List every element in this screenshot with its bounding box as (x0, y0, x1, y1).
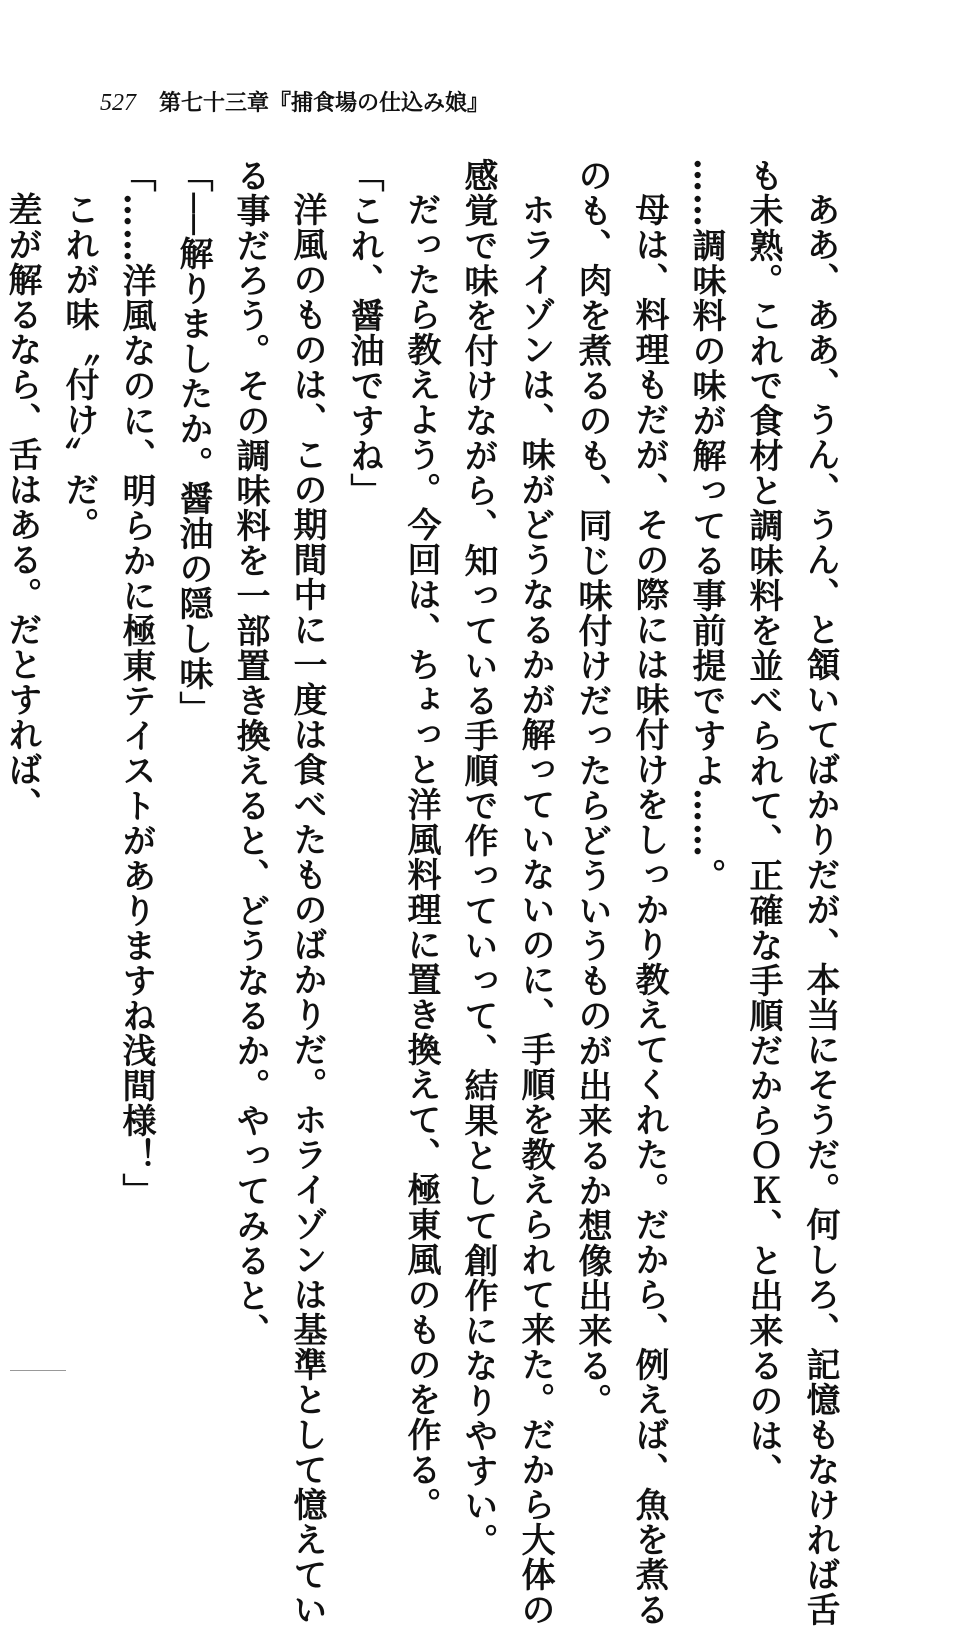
text-line: 「これ、醤油ですね」 (344, 158, 384, 508)
text-line: る事だろう。その調味料を一部置き換えると、どうなるか。やってみると、 (230, 158, 270, 1348)
text-line: 差が解るなら、舌はある。だとすれば、 (2, 192, 42, 822)
vertical-body-text (2, 158, 848, 1627)
text-line: 「……洋風なのに、明らかに極東テイストがありますね浅間様！」 (116, 158, 156, 1208)
text-line: だったら教えよう。今回は、ちょっと洋風料理に置き換えて、極東風のものを作る。 (401, 192, 441, 1522)
page-header (100, 86, 489, 117)
text-line: ホライゾンは、味がどうなるかが解っていないのに、手順を教えられて来た。だから大体の (515, 192, 555, 1627)
text-line: 母は、料理もだが、その際には味付けをしっかり教えてくれた。だから、例えば、魚を煮る (629, 192, 669, 1627)
text-line: 感覚で味を付けながら、知っている手順で作っていって、結果として創作になりやすい。 (458, 158, 498, 1558)
text-line: のも、肉を煮るのも、同じ味付けだったらどういうものが出来るか想像出来る。 (572, 158, 612, 1418)
page-number: 527 (100, 90, 136, 116)
text-line: ああ、ああ、うん、うん、と頷いてばかりだが、本当にそうだ。何しろ、記憶もなければ舌 (800, 192, 840, 1627)
chapter-title: 第七十三章『捕食場の仕込み娘』 (159, 90, 490, 116)
text-line: ……調味料の味が解ってる事前提ですよ……。 (686, 158, 726, 893)
text-line: これが味〝付け〟だ。 (59, 192, 99, 542)
text-line: 洋風のものは、この期間中に一度は食べたものばかりだ。ホライゾンは基準として憶えてい (287, 192, 327, 1627)
text-line: も未熟。これで食材と調味料を並べられて、正確な手順だからＯＫ、と出来るのは、 (743, 158, 783, 1488)
footer-rule (10, 1370, 66, 1371)
text-line: 「──解りましたか。醤油の隠し味」 (173, 158, 213, 726)
